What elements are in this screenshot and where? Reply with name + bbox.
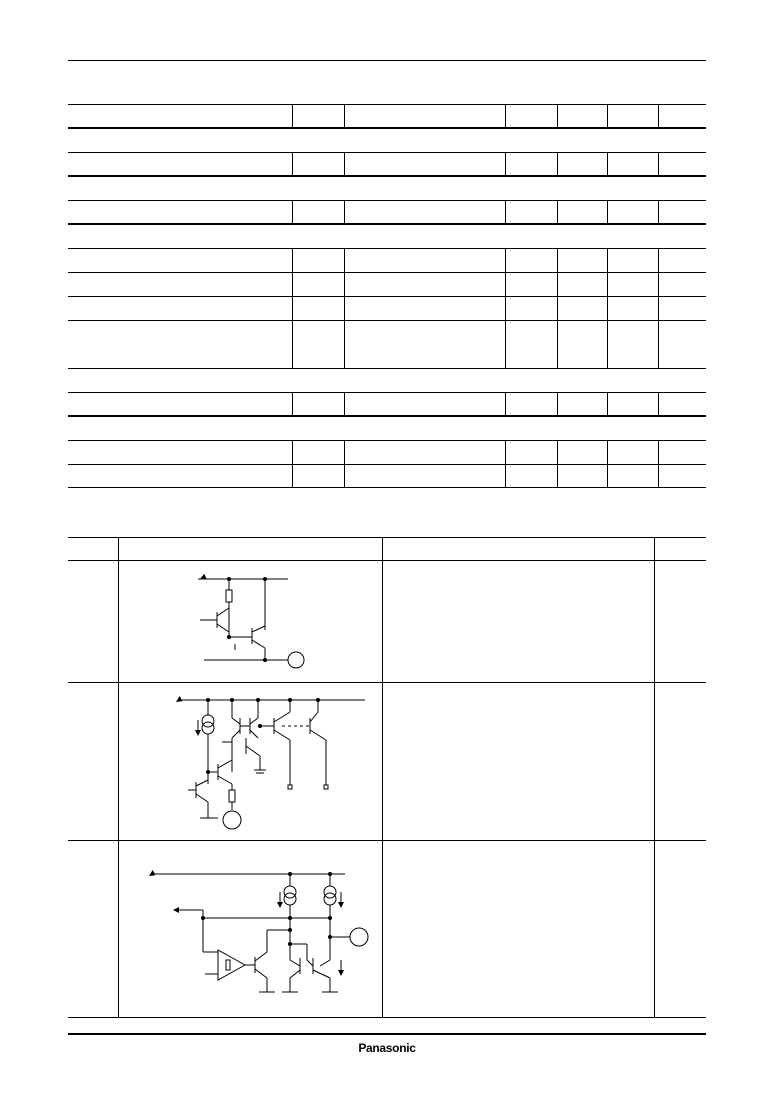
header-rule [68, 60, 706, 61]
spec-row [68, 440, 706, 488]
spec-row [68, 392, 706, 416]
brand-logo: Panasonic [358, 1041, 416, 1055]
spec-row [68, 104, 706, 128]
spec-divider [68, 416, 706, 417]
circuit-diagram-3 [145, 862, 385, 1002]
spec-row [68, 248, 706, 369]
spec-row [68, 200, 706, 224]
spec-divider [68, 224, 706, 225]
footer-rule [68, 1033, 706, 1035]
spec-row [68, 152, 706, 176]
circuit-diagram-1 [180, 570, 320, 680]
circuit-diagram-2 [170, 690, 370, 835]
spec-divider [68, 128, 706, 129]
spec-divider [68, 176, 706, 177]
